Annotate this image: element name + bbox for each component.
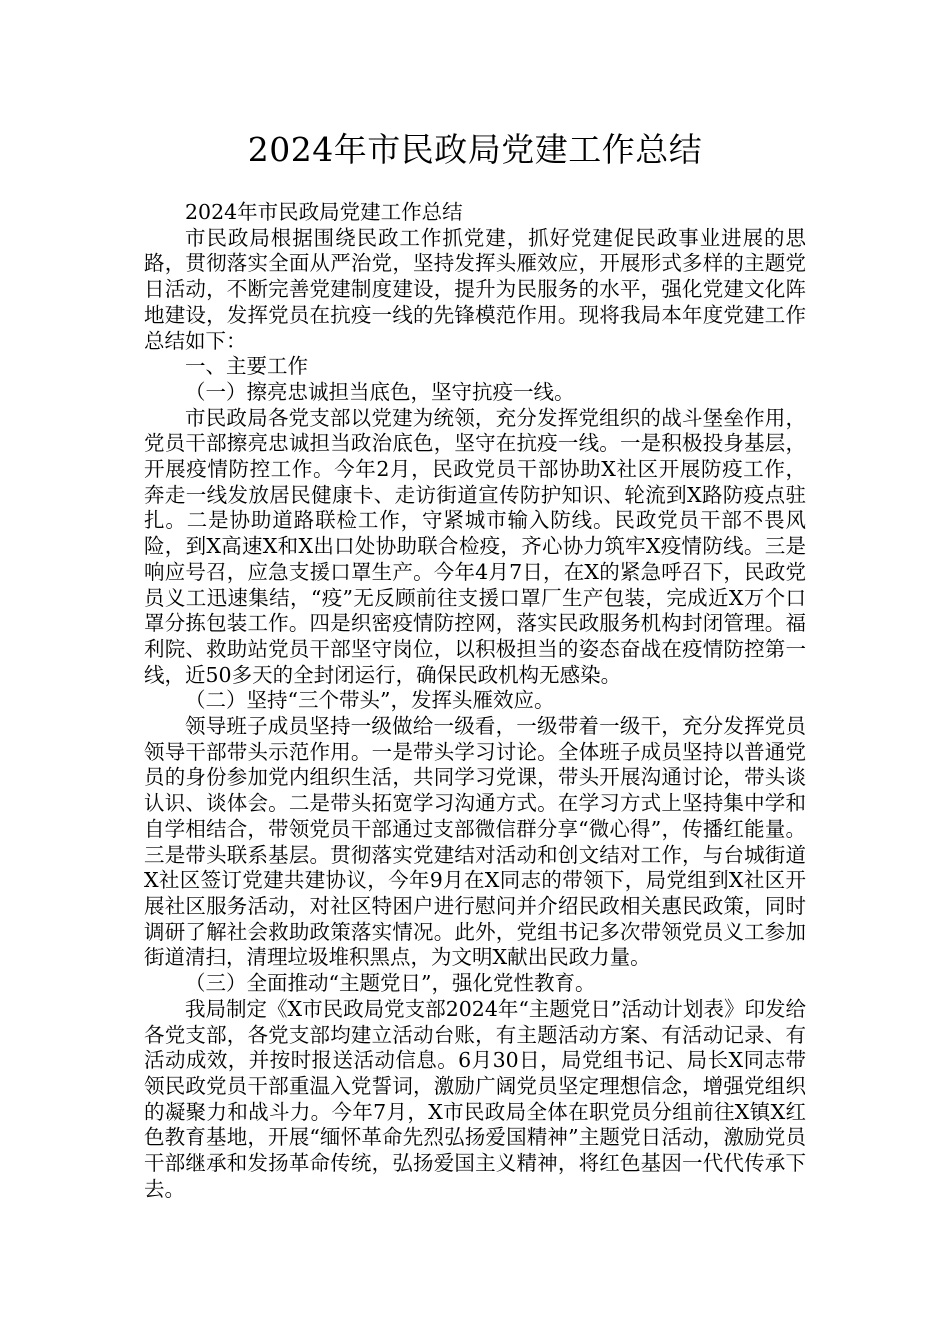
paragraph-section-2: 领导班子成员坚持一级做给一级看，一级带着一级干，充分发挥党员领导干部带头示范作用。一是带头学习讨论。全体班子成员坚持以普通党员的身份参加党内组织生活，共同学习党课，带头开展沟通讨论，带头谈认识、谈体会。二是带头拓宽学习沟通方式。在学习方式上坚持集中学和自学相结合，带领党员干部通过支部微信群分享“微心得”，传播红能量。三是带头联系基层。贯彻落实党建结对活动和创文结对工作，与台城街道X社区签订党建共建协议，今年9月在X同志的带领下，局党组到X社区开展社区服务活动，对社区特困户进行慰问并介绍民政相关惠民政策，同时调研了解社会救助政策落实情况。此外，党组书记多次带领党员义工参加街道清扫，清理垃圾堆积黑点，为文明X献出民政力量。 (144, 714, 806, 970)
paragraph-intro: 市民政局根据围绕民政工作抓党建，抓好党建促民政事业进展的思路，贯彻落实全面从严治党，坚持发挥头雁效应，开展形式多样的主题党日活动，不断完善党建制度建设，提升为民服务的水平，强化党建文化阵地建设，发挥党员在抗疫一线的先锋模范作用。现将我局本年度党建工作总结如下： (144, 225, 806, 353)
paragraph-section-1: 市民政局各党支部以党建为统领，充分发挥党组织的战斗堡垒作用，党员干部擦亮忠诚担当政治底色，坚守在抗疫一线。一是积极投身基层，开展疫情防控工作。今年2月，民政党员干部协助X社区开展防疫工作，奔走一线发放居民健康卡、走访街道宣传防护知识、轮流到X路防疫点驻扎。二是协助道路联检工作，守紧城市输入防线。民政党员干部不畏风险，到X高速X和X出口处协助联合检疫，齐心协力筑牢X疫情防线。三是响应号召，应急支援口罩生产。今年4月7日，在X的紧急呼召下，民政党员义工迅速集结，“疫”无反顾前往支援口罩厂生产包装，完成近X万个口罩分拣包装工作。四是织密疫情防控网，落实民政服务机构封闭管理。福利院、救助站党员干部坚守岗位，以积极担当的姿态奋战在疫情防控第一线，近50多天的全封闭运行，确保民政机构无感染。 (144, 405, 806, 687)
subsection-heading-1: （一）擦亮忠诚担当底色，坚守抗疫一线。 (185, 379, 575, 404)
document-title: 2024年市民政局党建工作总结 (247, 130, 703, 169)
subsection-heading-3: （三）全面推动“主题党日”，强化党性教育。 (185, 971, 596, 996)
paragraph-section-3: 我局制定《X市民政局党支部2024年“主题党日”活动计划表》印发给各党支部，各党支部均建立活动台账，有主题活动方案、有活动记录、有活动成效，并按时报送活动信息。6月30日，局党组书记、局长X同志带领民政党员干部重温入党誓词，激励广阔党员坚定理想信念，增强党组织的凝聚力和战斗力。今年7月，X市民政局全体在职党员分组前往X镇X红色教育基地，开展“缅怀革命先烈弘扬爱国精神”主题党日活动，激励党员干部继承和发扬革命传统，弘扬爱国主义精神，将红色基因一代代传承下去。 (144, 996, 806, 1201)
paragraph-subtitle: 2024年市民政局党建工作总结 (185, 200, 463, 224)
document-body (144, 200, 806, 1202)
subsection-heading-2: （二）坚持“三个带头”，发挥头雁效应。 (185, 688, 555, 713)
section-heading-main-work: 一、主要工作 (185, 354, 308, 379)
